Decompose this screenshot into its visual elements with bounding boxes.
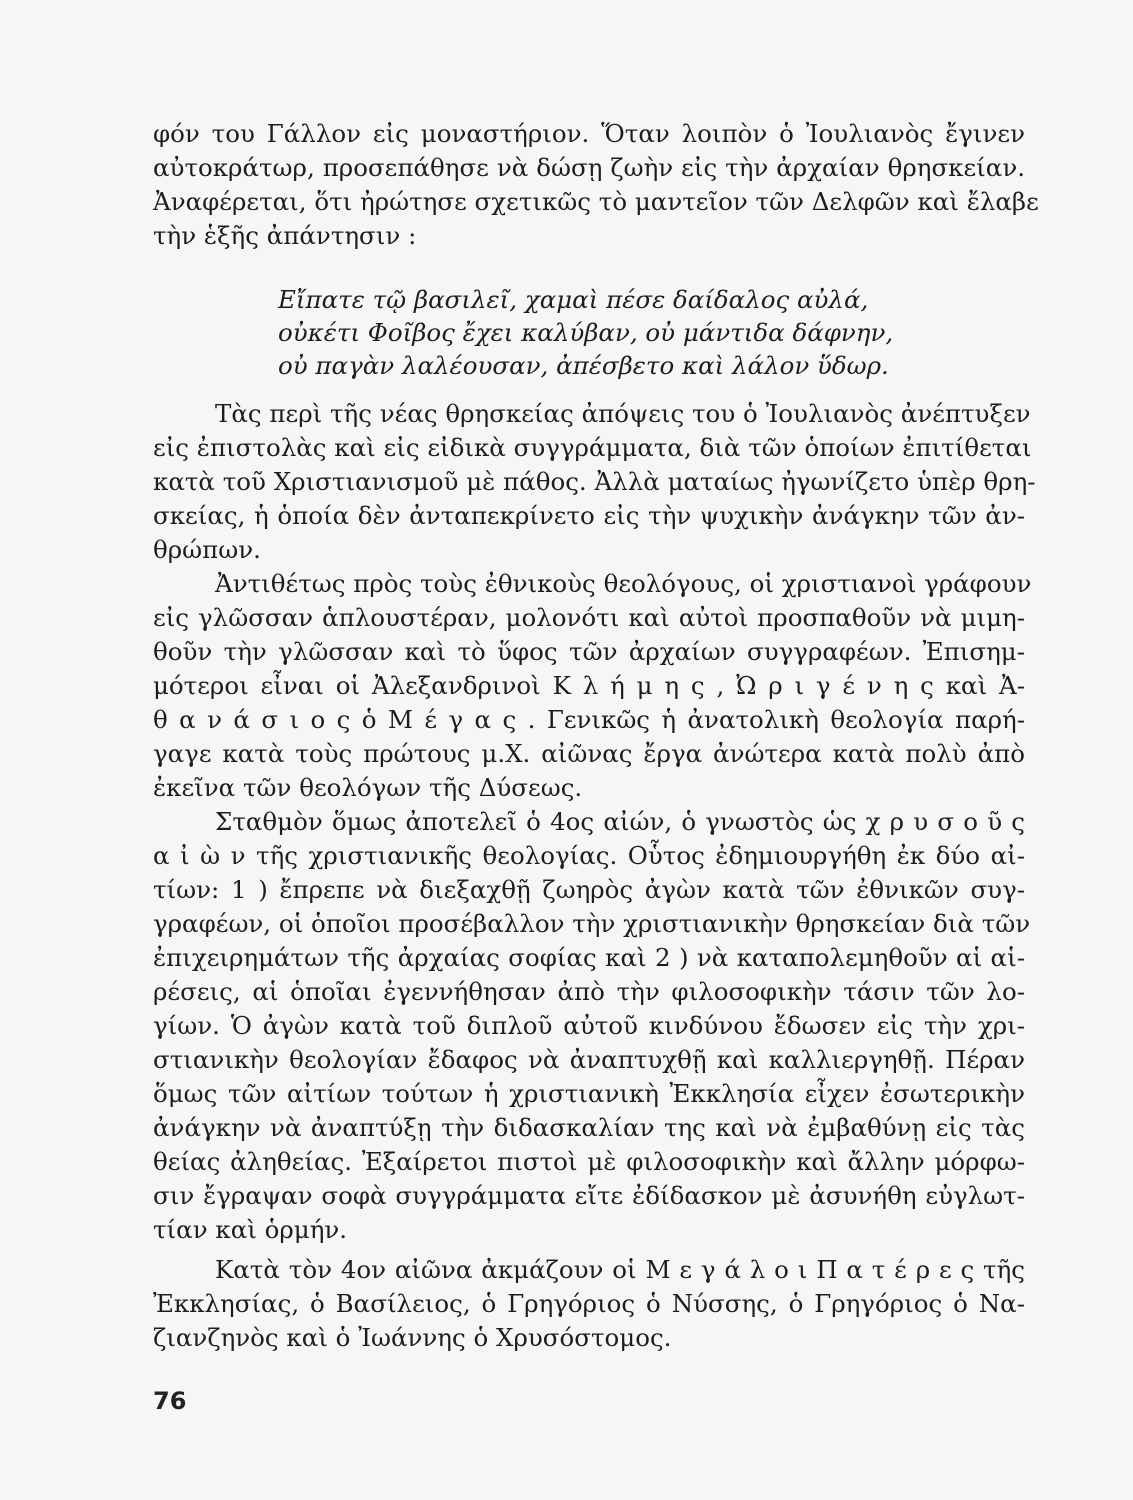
paragraph-first-line: Ἀντιθέτως πρὸς τοὺς ἐθνικοὺς θεολόγους, οἱ χριστιανοὶ γράφουν [215, 569, 1032, 598]
text-line: Ἀναφέρεται, ὅτι ἠρώτησε σχετικῶς τὸ μαντεῖον τῶν Δελφῶν καὶ ἔλαβε [153, 187, 1039, 216]
text-line: αὐτοκράτωρ, προσεπάθησε νὰ δώσῃ ζωὴν εἰς τὴν ἀρχαίαν θρησκείαν. [153, 153, 1025, 182]
text-line: σκείας, ἡ ὁποία δὲν ἀνταπεκρίνετο εἰς τὴν ψυχικὴν ἀνάγκην τῶν ἀν- [153, 501, 1025, 530]
text-line: τίων: 1 ) ἔπρεπε νὰ διεξαχθῇ ζωηρὸς ἀγὼν κατὰ τῶν ἐθνικῶν συγ- [153, 875, 1025, 904]
text-line: μότεροι εἶναι οἱ Ἀλεξανδρινοὶ Κ λ ή μ η ς , Ὠ ρ ι γ έ ν η ς καὶ Ἀ- [153, 671, 1025, 700]
text-line: φόν του Γάλλον εἰς μοναστήριον. Ὅταν λοιπὸν ὁ Ἰουλιανὸς ἔγινεν [153, 119, 1025, 148]
text-line: α ἰ ὼ ν τῆς χριστιανικῆς θεολογίας. Οὗτος ἐδημιουργήθη ἐκ δύο αἰ- [153, 841, 1025, 870]
text-line: ἐκεῖνα τῶν θεολόγων τῆς Δύσεως. [153, 773, 583, 802]
text-line: γραφέων, οἱ ὁποῖοι προσέβαλλον τὴν χριστιανικὴν θρησκείαν διὰ τῶν [153, 909, 1031, 938]
text-line: γαγε κατὰ τοὺς πρώτους μ.Χ. αἰῶνας ἔργα ἀνώτερα κατὰ πολὺ ἀπὸ [153, 739, 1025, 768]
text-line: σιν ἔγραψαν σοφὰ συγγράμματα εἴτε ἐδίδασκον μὲ ἀσυνήθη εὐγλωτ- [153, 1181, 1025, 1210]
text-line: ζιανζηνὸς καὶ ὁ Ἰωάννης ὁ Χρυσόστομος. [153, 1323, 672, 1352]
text-line: θοῦν τὴν γλῶσσαν καὶ τὸ ὕφος τῶν ἀρχαίων συγγραφέων. Ἐπισημ- [153, 637, 1025, 666]
text-line: τίαν καὶ ὁρμήν. [153, 1215, 348, 1244]
text-line: θείας ἀληθείας. Ἐξαίρετοι πιστοὶ μὲ φιλοσοφικὴν καὶ ἄλλην μόρφω- [153, 1147, 1025, 1176]
text-line: Ἐκκλησίας, ὁ Βασίλειος, ὁ Γρηγόριος ὁ Νύσσης, ὁ Γρηγόριος ὁ Να- [153, 1289, 1025, 1318]
text-line: ἀνάγκην νὰ ἀναπτύξῃ τὴν διδασκαλίαν της καὶ νὰ ἐμβαθύνῃ εἰς τὰς [153, 1113, 1025, 1142]
text-line: ὅμως τῶν αἰτίων τούτων ἡ χριστιανικὴ Ἐκκλησία εἶχεν ἐσωτερικὴν [153, 1079, 1025, 1108]
verse-line: Εἴπατε τῷ βασιλεῖ, χαμαὶ πέσε δαίδαλος αὐλά, [278, 285, 869, 314]
paragraph-first-line: Κατὰ τὸν 4ον αἰῶνα ἀκμάζουν οἱ Μ ε γ ά λ ο ι Π α τ έ ρ ε ς τῆς [215, 1255, 1025, 1284]
text-line: κατὰ τοῦ Χριστιανισμοῦ μὲ πάθος. Ἀλλὰ ματαίως ἠγωνίζετο ὑπὲρ θρη- [153, 467, 1036, 496]
text-line: στιανικὴν θεολογίαν ἔδαφος νὰ ἀναπτυχθῇ καὶ καλλιεργηθῇ. Πέραν [153, 1045, 1025, 1074]
text-line: θ α ν ά σ ι ο ς ὁ Μ έ γ α ς . Γενικῶς ἡ ἀνατολικὴ θεολογία παρή- [153, 705, 1025, 734]
text-line: εἰς ἐπιστολὰς καὶ εἰς εἰδικὰ συγγράμματα, διὰ τῶν ὁποίων ἐπιτίθεται [153, 433, 1032, 462]
page-number: 76 [153, 1387, 187, 1415]
text-line: γίων. Ὁ ἀγὼν κατὰ τοῦ διπλοῦ αὐτοῦ κινδύνου ἔδωσεν εἰς τὴν χρι- [153, 1011, 1025, 1040]
paragraph-first-line: Τὰς περὶ τῆς νέας θρησκείας ἀπόψεις του ὁ Ἰουλιανὸς ἀνέπτυξεν [215, 399, 1031, 428]
text-line: θρώπων. [153, 535, 261, 564]
verse-line: οὐκέτι Φοῖβος ἔχει καλύβαν, οὐ μάντιδα δάφνην, [278, 318, 894, 347]
verse-line: οὐ παγὰν λαλέουσαν, ἀπέσβετο καὶ λάλον ὕδωρ. [278, 351, 889, 380]
text-line: εἰς γλῶσσαν ἁπλουστέραν, μολονότι καὶ αὐτοὶ προσπαθοῦν νὰ μιμη- [153, 603, 1025, 632]
text-line: ἐπιχειρημάτων τῆς ἀρχαίας σοφίας καὶ 2 ) νὰ καταπολεμηθοῦν αἱ αἱ- [153, 943, 1025, 972]
text-line: ρέσεις, αἱ ὁποῖαι ἐγεννήθησαν ἀπὸ τὴν φιλοσοφικὴν τάσιν τῶν λο- [153, 977, 1025, 1006]
paragraph-first-line: Σταθμὸν ὅμως ἀποτελεῖ ὁ 4ος αἰών, ὁ γνωστὸς ὡς χ ρ υ σ ο ῦ ς [215, 807, 1025, 836]
text-line: τὴν ἑξῆς ἀπάντησιν : [153, 221, 417, 250]
